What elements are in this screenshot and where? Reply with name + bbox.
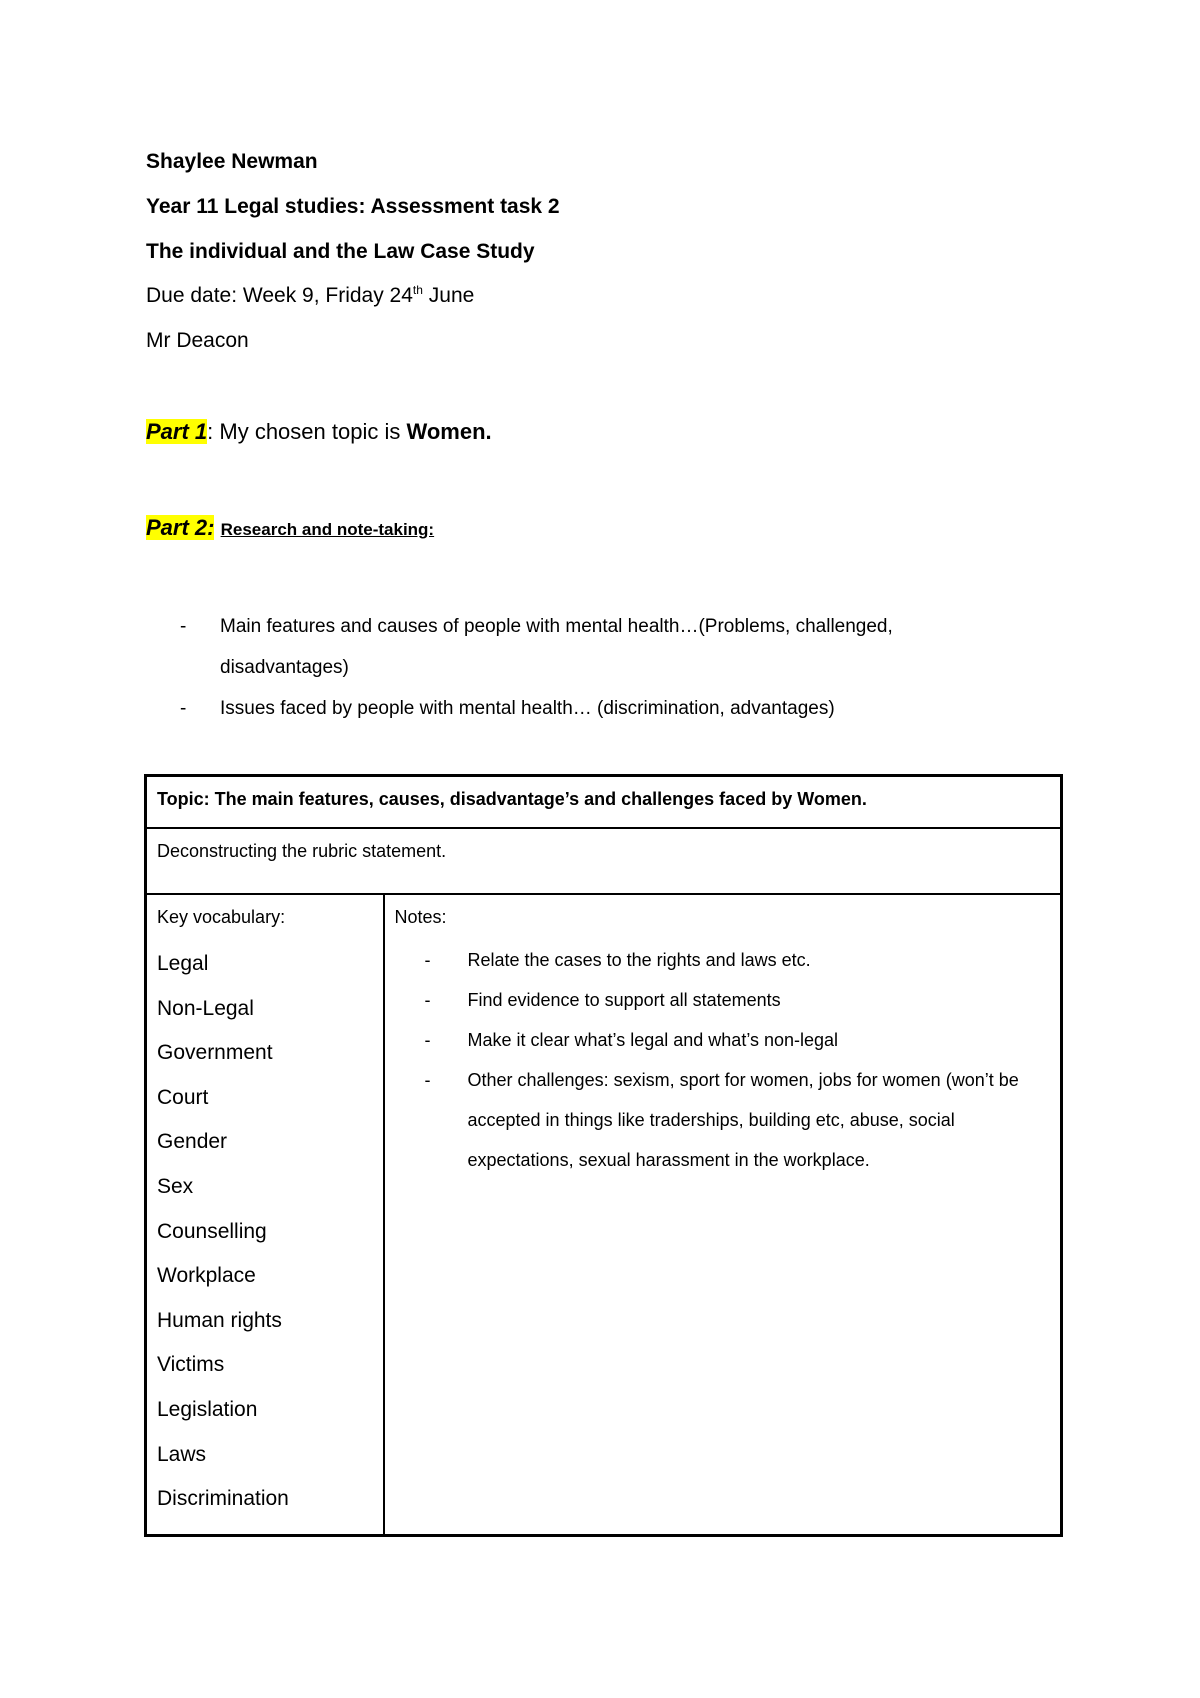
- note-text: Make it clear what’s legal and what’s non-legal: [467, 1030, 839, 1050]
- note-text: Other challenges: sexism, sport for women, jobs for women (won’t be accepted in things like traderships, building etc, abuse, social expectations, sexual harassment in the workplace.: [467, 1070, 1019, 1170]
- vocab-item: Government: [157, 1041, 273, 1065]
- note-item: [425, 1020, 1051, 1060]
- notes-heading: Notes:: [394, 907, 447, 927]
- case-study-title: The individual and the Law Case Study: [146, 240, 535, 263]
- vocab-item: Gender: [157, 1130, 228, 1154]
- note-item: [425, 940, 1051, 980]
- part1-text: : My chosen topic is: [207, 419, 407, 444]
- due-date-ordinal: th: [412, 283, 423, 297]
- vocab-item: Human rights: [157, 1308, 282, 1332]
- vocab-item: Victims: [157, 1353, 225, 1377]
- note-text: Relate the cases to the rights and laws etc.: [467, 950, 811, 970]
- due-date-text: Due date: Week 9, Friday 24: [146, 284, 413, 307]
- bullet-text: Issues faced by people with mental health… (discrimination, advantages): [220, 698, 835, 719]
- bullet-item: [180, 688, 980, 729]
- vocab-item: Legal: [157, 952, 209, 975]
- topic-row: [146, 776, 1062, 829]
- dash-marker: -: [424, 990, 431, 1010]
- deconstruct-row: [146, 828, 1062, 894]
- student-name: Shaylee Newman: [146, 150, 318, 173]
- dash-marker: -: [424, 950, 431, 970]
- teacher-name: Mr Deacon: [146, 329, 249, 352]
- dash-marker: -: [424, 1030, 431, 1050]
- vocab-heading: Key vocabulary:: [157, 907, 286, 927]
- part1-topic: Women.: [406, 419, 492, 444]
- note-item: [425, 1060, 1051, 1180]
- research-bullets: [180, 606, 980, 729]
- vocab-item: Laws: [157, 1442, 207, 1466]
- note-item: [425, 980, 1051, 1020]
- part2-subtitle: Research and note-taking:: [220, 520, 435, 539]
- part2-line: [146, 513, 434, 545]
- deconstruct-cell: Deconstructing the rubric statement.: [146, 828, 1062, 894]
- vocab-item: Counselling: [157, 1219, 267, 1243]
- vocab-item: Non-Legal: [157, 996, 254, 1020]
- vocab-item: Sex: [157, 1174, 194, 1198]
- dash-marker: -: [180, 698, 187, 719]
- vocab-item: Workplace: [157, 1264, 256, 1288]
- part1-line: [146, 417, 492, 447]
- dash-marker: -: [180, 616, 187, 637]
- topic-cell: Topic: The main features, causes, disadvantage’s and challenges faced by Women.: [146, 776, 1062, 829]
- vocab-item: Discrimination: [157, 1487, 289, 1511]
- bullet-item: [180, 606, 980, 688]
- note-text: Find evidence to support all statements: [467, 990, 781, 1010]
- due-date-month: June: [422, 284, 475, 307]
- vocab-item: Court: [157, 1085, 209, 1109]
- notes-list: [395, 940, 1051, 1180]
- content-row: [146, 894, 1062, 1535]
- course-title: Year 11 Legal studies: Assessment task 2: [146, 195, 560, 218]
- rubric-table: [144, 774, 1063, 1537]
- notes-cell: [384, 894, 1062, 1535]
- part1-label: Part 1: [146, 419, 208, 444]
- bullet-text: Main features and causes of people with mental health…(Problems, challenged, disadvantages): [220, 616, 893, 678]
- part2-label: Part 2:: [146, 515, 215, 540]
- vocab-cell: [146, 894, 384, 1535]
- vocab-list: [157, 942, 373, 1522]
- due-date: [146, 282, 474, 310]
- dash-marker: -: [424, 1070, 431, 1090]
- vocab-item: Legislation: [157, 1397, 258, 1421]
